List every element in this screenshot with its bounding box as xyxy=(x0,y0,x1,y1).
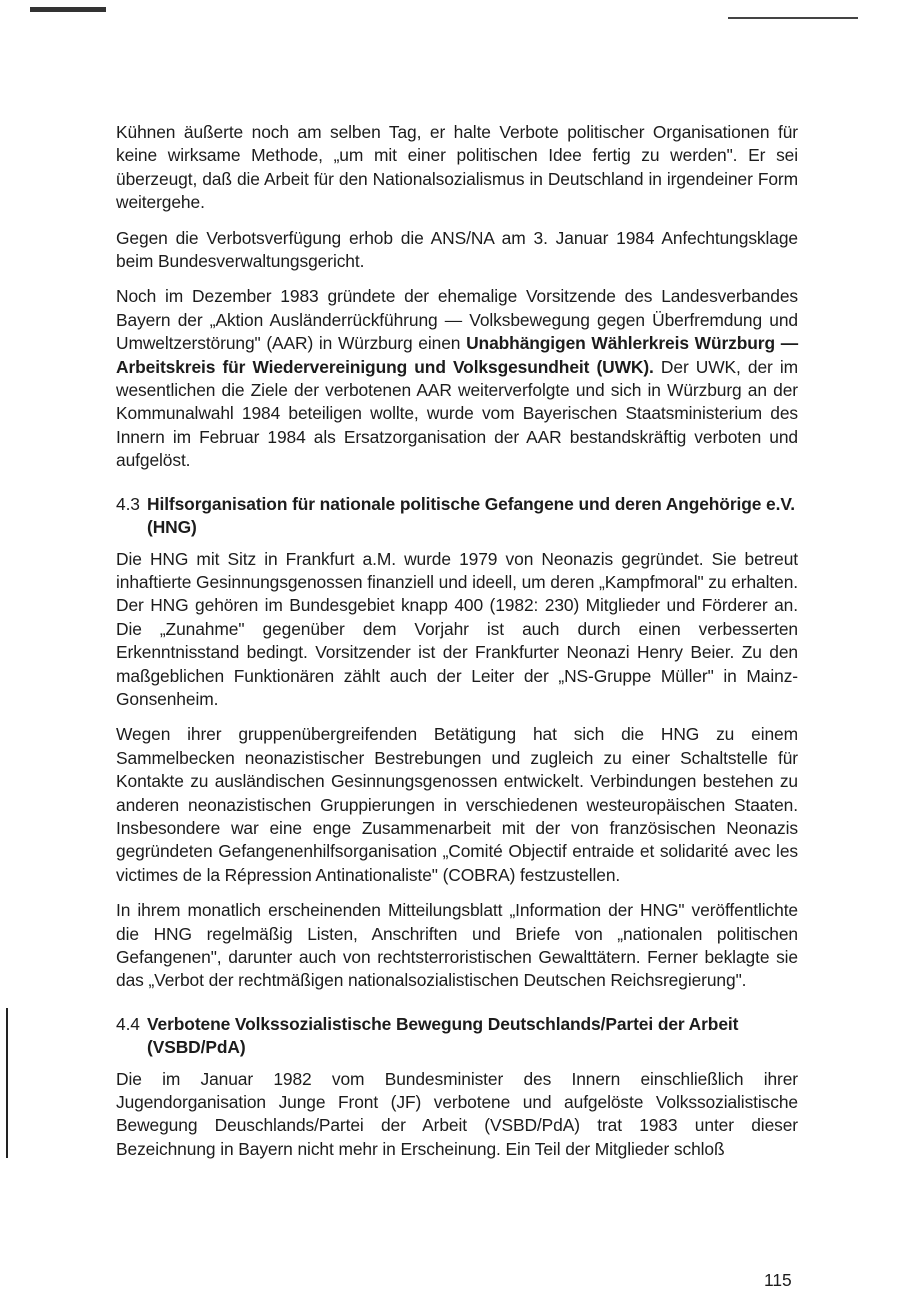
paragraph-hng-contacts: Wegen ihrer gruppenübergreifenden Betätigung hat sich die HNG zu einem Sammelbecken neonazistischer Bestrebungen und zugleich zu einer Schaltstelle für Kontakte zu ausländischen Gesinnungsgenossen entwickelt. Verbindungen bestehen zu anderen neonazistischen Gruppierungen in verschiedenen westeuropäischen Staaten. Insbesondere war eine enge Zusammenarbeit mit der von französischen Neonazis gegründeten Gefangenenhilfsorganisation „Comité Objectif entraide et solidarité avec les victimes de la Répression Antinationaliste" (COBRA) festzustellen. xyxy=(116,724,798,885)
paragraph-hng-newsletter: In ihrem monatlich erscheinenden Mitteilungsblatt „Information der HNG" veröffentlichte die HNG regelmäßig Listen, Anschriften und Briefe von „nationalen politischen Gefangenen", darunter auch von rechtsterroristischen Gewalttätern. Ferner beklagte sie das „Verbot der rechtmäßigen nationalsozialistischen Deutschen Reichsregierung". xyxy=(116,900,798,991)
scan-mark-top xyxy=(30,7,106,12)
paragraph-vsbd: Die im Januar 1982 vom Bundesminister des Innern einschließlich ihrer Jugendorganisation Junge Front (JF) verbotene und aufgelöste Volkssozialistische Bewegung Deuschlands/Partei der Arbeit (VSBD/PdA) trat 1983 unter dieser Bezeichnung in Bayern nicht mehr in Erscheinung. Ein Teil der Mitglieder schloß xyxy=(116,1068,798,1159)
section-heading-4-4 xyxy=(116,1013,798,1060)
page-body xyxy=(116,121,798,1173)
uwk-org-name: Unabhängigen Wählerkreis Würzburg — Arbeitskreis für Wiedervereinigung und Volksgesundheit (UWK). xyxy=(116,333,798,377)
paragraph-hng-intro: Die HNG mit Sitz in Frankfurt a.M. wurde 1979 von Neonazis gegründet. Sie betreut inhaftierte Gesinnungsgenossen finanziell und ideell, um deren „Kampfmoral" zu erhalten. Der HNG gehören im Bundesgebiet knapp 400 (1982: 230) Mitglieder und Förderer an. Die „Zunahme" gegenüber dem Vorjahr ist auch durch einen verbesserten Erkenntnisstand bedingt. Vorsitzender ist der Frankfurter Neonazi Henry Beier. Zu den maßgeblichen Funktionären zählt auch der Leiter der „NS-Gruppe Müller" in Mainz-Gonsenheim. xyxy=(116,548,798,709)
section-number: 4.3 xyxy=(116,493,140,514)
paragraph-uwk xyxy=(116,285,798,472)
scan-edge-mark xyxy=(6,1008,8,1158)
section-title: Hilfsorganisation für nationale politische Gefangene und deren Angehörige e.V. (HNG) xyxy=(147,493,795,538)
header-rule xyxy=(728,17,858,19)
uwk-text-after: Der UWK, der im wesentlichen die Ziele der verbotenen AAR weiterverfolgte und sich in Würzburg an der Kommunalwahl 1984 beteiligen wollte, wurde vom Bayerischen Staatsministerium des Innern im Februar 1984 als Ersatzorganisation der AAR bestandskräftig verboten und aufgelöst. xyxy=(116,356,798,471)
paragraph-anfechtungsklage: Gegen die Verbotsverfügung erhob die ANS/NA am 3. Januar 1984 Anfechtungsklage beim Bundesverwaltungsgericht. xyxy=(116,227,798,272)
page-number: 115 xyxy=(764,1270,792,1290)
section-number: 4.4 xyxy=(116,1013,140,1034)
section-heading-4-3 xyxy=(116,493,798,540)
section-title: Verbotene Volkssozialistische Bewegung Deutschlands/Partei der Arbeit (VSBD/PdA) xyxy=(147,1013,739,1058)
paragraph-kuehnen: Kühnen äußerte noch am selben Tag, er halte Verbote politischer Organisationen für keine wirksame Methode, „um mit einer politischen Idee fertig zu werden". Er sei überzeugt, daß die Arbeit für den Nationalsozialismus in Deutschland in irgendeiner Form weitergehe. xyxy=(116,122,798,213)
uwk-text-before: Noch im Dezember 1983 gründete der ehemalige Vorsitzende des Landesverbandes Bayern der „Aktion Ausländerrückführung — Volksbewegung gegen Überfremdung und Umweltzerstörung" (AAR) in Würzburg einen xyxy=(116,286,798,354)
